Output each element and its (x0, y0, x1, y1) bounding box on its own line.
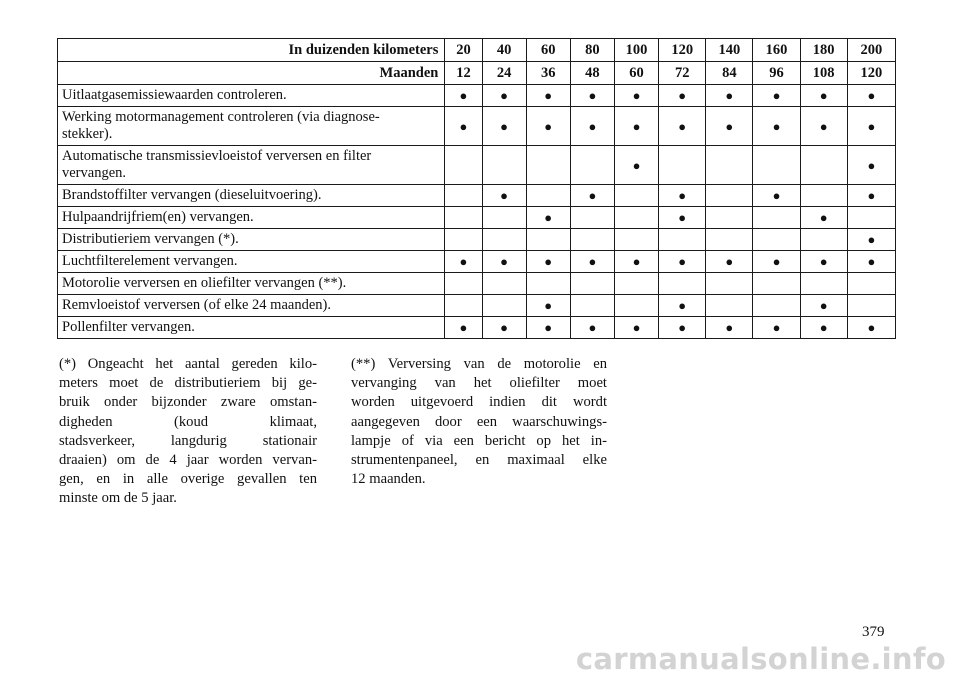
service-dot: ● (706, 85, 753, 107)
footnote-line: strumentenpaneel, en maximaal elke (351, 452, 607, 469)
footnote-line: gen, en in alle overige gevallen ten (59, 471, 317, 488)
empty-cell (847, 273, 895, 295)
empty-cell (706, 273, 753, 295)
task-description (58, 146, 445, 185)
task-description (58, 295, 445, 317)
header-months-value: 96 (753, 62, 800, 85)
empty-cell (570, 207, 614, 229)
header-kilometers-value: 200 (847, 39, 895, 62)
footnote-line: worden uitgevoerd indien dit wordt (351, 394, 607, 411)
service-dot: ● (526, 85, 570, 107)
service-dot: ● (800, 107, 847, 146)
service-dot: ● (614, 85, 658, 107)
footnote-line: bruik onder bijzonder zware omstan- (59, 394, 317, 411)
header-kilometers-value: 40 (482, 39, 526, 62)
header-kilometers-value: 100 (614, 39, 658, 62)
task-description (58, 207, 445, 229)
footnote-line: digheden (koud klimaat, (59, 413, 317, 430)
footnote-distribution-belt (59, 355, 317, 509)
task-description-line: Remvloeistof verversen (of elke 24 maanden). (62, 297, 331, 313)
header-months-value: 60 (614, 62, 658, 85)
service-dot: ● (614, 317, 658, 339)
empty-cell (526, 273, 570, 295)
task-description-line: Brandstoffilter vervangen (dieseluitvoering). (62, 187, 322, 203)
maintenance-schedule-table (57, 38, 896, 339)
service-dot: ● (706, 317, 753, 339)
empty-cell (482, 295, 526, 317)
task-description-line: vervangen. (62, 165, 127, 181)
service-dot: ● (659, 251, 706, 273)
table-row (58, 251, 896, 273)
footnote-line: aangegeven door een waarschuwings- (351, 413, 607, 430)
footnote-line: 12 maanden. (351, 471, 426, 488)
table-row (58, 317, 896, 339)
empty-cell (482, 207, 526, 229)
header-kilometers-value: 140 (706, 39, 753, 62)
page-number: 379 (862, 624, 885, 640)
service-dot: ● (445, 107, 482, 146)
service-dot: ● (482, 85, 526, 107)
empty-cell (659, 229, 706, 251)
empty-cell (482, 146, 526, 185)
header-kilometers-value: 80 (570, 39, 614, 62)
task-description (58, 107, 445, 146)
table-row (58, 146, 896, 185)
empty-cell (526, 146, 570, 185)
header-months-label: Maanden (58, 62, 445, 85)
service-dot: ● (482, 251, 526, 273)
service-dot: ● (800, 317, 847, 339)
empty-cell (570, 229, 614, 251)
header-months-value: 120 (847, 62, 895, 85)
service-dot: ● (445, 317, 482, 339)
task-description-line: Hulpaandrijfriem(en) vervangen. (62, 209, 254, 225)
header-kilometers-value: 160 (753, 39, 800, 62)
service-dot: ● (614, 251, 658, 273)
task-description (58, 185, 445, 207)
service-dot: ● (570, 85, 614, 107)
header-kilometers-value: 20 (445, 39, 482, 62)
table-row (58, 185, 896, 207)
empty-cell (614, 295, 658, 317)
empty-cell (753, 229, 800, 251)
task-description (58, 317, 445, 339)
empty-cell (570, 273, 614, 295)
watermark: carmanualsonline.info (575, 642, 946, 676)
empty-cell (847, 295, 895, 317)
footnote-line: meters moet de distributieriem bij ge- (59, 375, 317, 392)
empty-cell (614, 229, 658, 251)
empty-cell (614, 185, 658, 207)
empty-cell (659, 146, 706, 185)
service-dot: ● (570, 251, 614, 273)
task-description-line: Automatische transmissievloeistof verversen en filter (62, 148, 372, 164)
empty-cell (753, 273, 800, 295)
table-row (58, 295, 896, 317)
service-dot: ● (526, 207, 570, 229)
empty-cell (445, 273, 482, 295)
empty-cell (445, 146, 482, 185)
empty-cell (445, 185, 482, 207)
header-months-value: 72 (659, 62, 706, 85)
empty-cell (482, 273, 526, 295)
empty-cell (570, 146, 614, 185)
empty-cell (706, 207, 753, 229)
service-dot: ● (482, 185, 526, 207)
table-body (58, 39, 896, 339)
empty-cell (526, 229, 570, 251)
task-description-line: Uitlaatgasemissiewaarden controleren. (62, 87, 287, 103)
empty-cell (482, 229, 526, 251)
header-months-value: 108 (800, 62, 847, 85)
header-kilometers-value: 60 (526, 39, 570, 62)
service-dot: ● (847, 146, 895, 185)
service-dot: ● (526, 295, 570, 317)
header-months-value: 48 (570, 62, 614, 85)
header-months-value: 12 (445, 62, 482, 85)
service-dot: ● (614, 107, 658, 146)
service-dot: ● (570, 107, 614, 146)
empty-cell (706, 146, 753, 185)
table-row (58, 207, 896, 229)
empty-cell (800, 229, 847, 251)
service-dot: ● (526, 251, 570, 273)
service-dot: ● (706, 251, 753, 273)
service-dot: ● (659, 185, 706, 207)
empty-cell (526, 185, 570, 207)
table-row (58, 229, 896, 251)
empty-cell (445, 229, 482, 251)
task-description (58, 229, 445, 251)
service-dot: ● (570, 185, 614, 207)
task-description (58, 273, 445, 295)
empty-cell (706, 295, 753, 317)
header-months-value: 84 (706, 62, 753, 85)
table-row (58, 85, 896, 107)
service-dot: ● (570, 317, 614, 339)
service-dot: ● (482, 107, 526, 146)
service-dot: ● (753, 85, 800, 107)
service-dot: ● (659, 317, 706, 339)
empty-cell (614, 207, 658, 229)
header-kilometers-label: In duizenden kilometers (58, 39, 445, 62)
service-dot: ● (847, 85, 895, 107)
task-description-line: Pollenfilter vervangen. (62, 319, 195, 335)
footnote-line: lampje of via een bericht op het in- (351, 432, 607, 449)
service-dot: ● (847, 229, 895, 251)
task-description (58, 85, 445, 107)
service-dot: ● (847, 317, 895, 339)
service-dot: ● (614, 146, 658, 185)
empty-cell (800, 146, 847, 185)
footnote-line: (*) Ongeacht het aantal gereden kilo- (59, 356, 317, 372)
header-kilometers-value: 180 (800, 39, 847, 62)
empty-cell (706, 229, 753, 251)
empty-cell (753, 146, 800, 185)
header-months-value: 24 (482, 62, 526, 85)
table-row (58, 107, 896, 146)
service-dot: ● (800, 85, 847, 107)
header-kilometers (58, 39, 896, 62)
service-dot: ● (659, 295, 706, 317)
empty-cell (753, 295, 800, 317)
service-dot: ● (753, 107, 800, 146)
service-dot: ● (847, 251, 895, 273)
empty-cell (706, 185, 753, 207)
task-description-line: Werking motormanagement controleren (via diagnose- (62, 109, 380, 125)
empty-cell (800, 185, 847, 207)
service-dot: ● (445, 85, 482, 107)
table-row (58, 273, 896, 295)
task-description-line: stekker). (62, 126, 113, 142)
footnote-line: stadsverkeer, langdurig stationair (59, 432, 317, 449)
footnote-line: minste om de 5 jaar. (59, 490, 177, 507)
footnote-line: draaien) om de 4 jaar worden vervan- (59, 452, 317, 469)
empty-cell (800, 273, 847, 295)
service-dot: ● (526, 107, 570, 146)
task-description-line: Motorolie verversen en oliefilter vervangen (**). (62, 275, 347, 291)
service-dot: ● (753, 185, 800, 207)
task-description-line: Luchtfilterelement vervangen. (62, 253, 238, 269)
empty-cell (847, 207, 895, 229)
footnote-line: (**) Verversing van de motorolie en (351, 356, 607, 372)
service-dot: ● (706, 107, 753, 146)
empty-cell (445, 207, 482, 229)
service-dot: ● (526, 317, 570, 339)
service-dot: ● (800, 251, 847, 273)
empty-cell (445, 295, 482, 317)
service-dot: ● (800, 207, 847, 229)
footnote-engine-oil (351, 355, 607, 489)
service-dot: ● (659, 207, 706, 229)
service-dot: ● (659, 85, 706, 107)
header-months-value: 36 (526, 62, 570, 85)
service-dot: ● (445, 251, 482, 273)
footnote-line: vervanging van het oliefilter moet (351, 375, 607, 392)
service-dot: ● (753, 317, 800, 339)
header-months (58, 62, 896, 85)
empty-cell (570, 295, 614, 317)
task-description-line: Distributieriem vervangen (*). (62, 231, 239, 247)
empty-cell (659, 273, 706, 295)
task-description (58, 251, 445, 273)
header-kilometers-value: 120 (659, 39, 706, 62)
empty-cell (753, 207, 800, 229)
service-dot: ● (847, 185, 895, 207)
service-dot: ● (800, 295, 847, 317)
service-dot: ● (753, 251, 800, 273)
empty-cell (614, 273, 658, 295)
service-dot: ● (847, 107, 895, 146)
service-dot: ● (659, 107, 706, 146)
service-dot: ● (482, 317, 526, 339)
